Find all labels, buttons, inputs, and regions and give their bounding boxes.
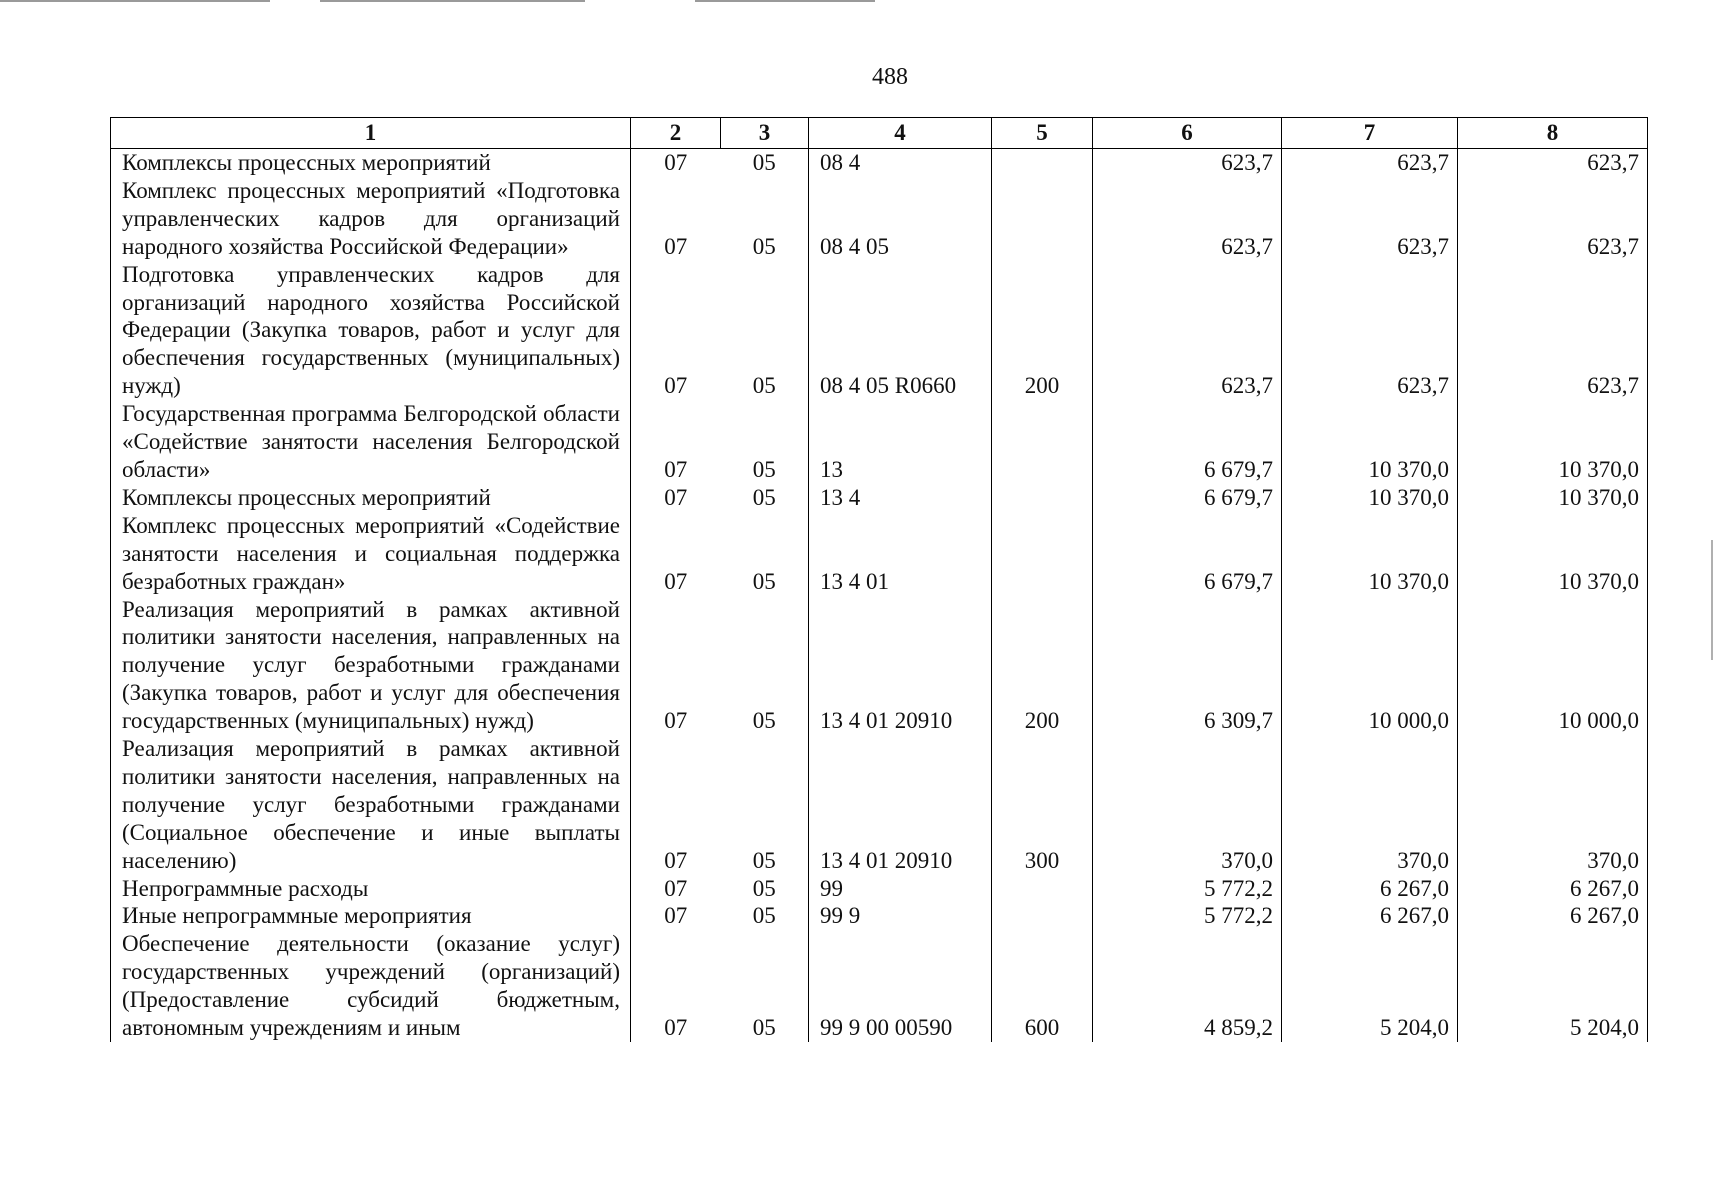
row-target-article: 08 4 (809, 149, 992, 177)
table-row (111, 875, 1648, 903)
table-header (111, 118, 1648, 149)
row-amount-1: 6 309,7 (1093, 596, 1282, 736)
table-row (111, 484, 1648, 512)
row-subsection: 05 (752, 1015, 776, 1041)
header-col-3: 3 (721, 118, 809, 149)
row-name: Обеспечение деятельности (оказание услуг) государственных учреждений (организаций) (Предоставление субсидий бюджетным, автономным учреждениям и иным (111, 930, 631, 1042)
row-target-article: 13 (809, 400, 992, 484)
scan-artifact-line (0, 0, 270, 2)
row-name: Комплексы процессных мероприятий (111, 149, 631, 177)
row-amount-2: 10 000,0 (1282, 596, 1458, 736)
row-expense-type (992, 875, 1093, 903)
row-name: Реализация мероприятий в рамках активной политики занятости населения, направленных на получение услуг безработными гражданами (Закупка товаров, работ и услуг для обеспечения государственных (муниципальных) нужд) (111, 596, 631, 736)
row-section: 07 (631, 149, 721, 177)
row-expense-type: 200 (992, 261, 1093, 401)
row-name: Иные непрограммные мероприятия (111, 902, 631, 930)
header-col-8: 8 (1458, 118, 1648, 149)
table-row (111, 177, 1648, 261)
row-subsection: 05 (752, 484, 776, 510)
row-subsection: 05 (752, 847, 776, 873)
page-number: 488 (872, 64, 908, 90)
row-name: Комплекс процессных мероприятий «Подготовка управленческих кадров для организаций народного хозяйства Российской Федерации» (111, 177, 631, 261)
row-target-article: 13 4 01 20910 (809, 735, 992, 875)
row-amount-1: 5 772,2 (1093, 902, 1282, 930)
table-row (111, 512, 1648, 596)
row-subsection: 05 (752, 708, 776, 734)
scan-edge-shadow (1711, 540, 1713, 660)
table-row (111, 735, 1648, 875)
row-subsection: 05 (752, 373, 776, 399)
row-name: Реализация мероприятий в рамках активной политики занятости населения, направленных на получение услуг безработными гражданами (Социальное обеспечение и иные выплаты населению) (111, 735, 631, 875)
row-amount-1: 623,7 (1093, 149, 1282, 177)
row-name: Комплексы процессных мероприятий (111, 484, 631, 512)
table-row (111, 930, 1648, 1042)
row-target-article: 08 4 05 (809, 177, 992, 261)
row-expense-type (992, 177, 1093, 261)
row-section: 07 (664, 484, 688, 510)
row-section: 07 (664, 456, 688, 482)
row-amount-3: 6 267,0 (1458, 902, 1648, 930)
row-amount-3: 5 204,0 (1458, 930, 1648, 1042)
row-target-article: 08 4 05 R0660 (809, 261, 992, 401)
row-subsection: 05 (752, 568, 776, 594)
row-target-article: 99 (809, 875, 992, 903)
row-amount-1: 6 679,7 (1093, 512, 1282, 596)
row-name: Комплекс процессных мероприятий «Содействие занятости населения и социальная поддержка безработных граждан» (111, 512, 631, 596)
budget-table (110, 117, 1648, 1042)
row-amount-3: 10 370,0 (1458, 400, 1648, 484)
row-amount-1: 4 859,2 (1093, 930, 1282, 1042)
row-amount-1: 6 679,7 (1093, 400, 1282, 484)
row-section: 07 (664, 1015, 688, 1041)
table-row (111, 400, 1648, 484)
row-section: 07 (664, 373, 688, 399)
row-amount-3: 623,7 (1458, 177, 1648, 261)
row-target-article: 13 4 01 (809, 512, 992, 596)
row-amount-1: 623,7 (1093, 261, 1282, 401)
row-amount-2: 6 267,0 (1282, 875, 1458, 903)
row-amount-1: 5 772,2 (1093, 875, 1282, 903)
header-col-2: 2 (631, 118, 721, 149)
row-expense-type: 600 (992, 930, 1093, 1042)
table-row (111, 902, 1648, 930)
row-amount-2: 10 370,0 (1282, 484, 1458, 512)
row-amount-2: 6 267,0 (1282, 902, 1458, 930)
row-amount-3: 370,0 (1458, 735, 1648, 875)
row-amount-3: 623,7 (1458, 149, 1648, 177)
row-amount-3: 10 370,0 (1458, 484, 1648, 512)
row-amount-2: 370,0 (1282, 735, 1458, 875)
row-expense-type (992, 484, 1093, 512)
row-section: 07 (664, 903, 688, 929)
scan-artifact-line (320, 0, 585, 2)
table-row (111, 261, 1648, 401)
row-expense-type (992, 902, 1093, 930)
row-expense-type (992, 400, 1093, 484)
row-subsection: 05 (752, 233, 776, 259)
row-name: Непрограммные расходы (111, 875, 631, 903)
row-subsection: 05 (752, 875, 776, 901)
row-subsection: 05 (721, 149, 809, 177)
row-section: 07 (664, 875, 688, 901)
row-section: 07 (664, 708, 688, 734)
row-expense-type (992, 149, 1093, 177)
row-amount-1: 623,7 (1093, 177, 1282, 261)
header-col-1: 1 (111, 118, 631, 149)
row-amount-2: 10 370,0 (1282, 400, 1458, 484)
row-amount-1: 370,0 (1093, 735, 1282, 875)
row-amount-2: 623,7 (1282, 149, 1458, 177)
row-name: Государственная программа Белгородской области «Содействие занятости населения Белгородской области» (111, 400, 631, 484)
row-section: 07 (664, 233, 688, 259)
row-amount-3: 10 000,0 (1458, 596, 1648, 736)
row-amount-2: 623,7 (1282, 261, 1458, 401)
header-col-5: 5 (992, 118, 1093, 149)
row-amount-2: 10 370,0 (1282, 512, 1458, 596)
row-amount-3: 10 370,0 (1458, 512, 1648, 596)
row-target-article: 99 9 00 00590 (809, 930, 992, 1042)
row-expense-type: 200 (992, 596, 1093, 736)
scan-artifact-line (695, 0, 875, 2)
row-amount-3: 6 267,0 (1458, 875, 1648, 903)
row-amount-2: 5 204,0 (1282, 930, 1458, 1042)
table-body (111, 149, 1648, 1043)
row-target-article: 13 4 (809, 484, 992, 512)
row-target-article: 13 4 01 20910 (809, 596, 992, 736)
row-subsection: 05 (752, 903, 776, 929)
row-name: Подготовка управленческих кадров для организаций народного хозяйства Российской Федерации (Закупка товаров, работ и услуг для обеспечения государственных (муниципальных) нужд) (111, 261, 631, 401)
row-amount-2: 623,7 (1282, 177, 1458, 261)
row-section: 07 (664, 847, 688, 873)
row-target-article: 99 9 (809, 902, 992, 930)
row-subsection: 05 (752, 456, 776, 482)
row-expense-type (992, 512, 1093, 596)
table-row (111, 149, 1648, 177)
header-row (111, 118, 1648, 149)
header-col-4: 4 (809, 118, 992, 149)
header-col-6: 6 (1093, 118, 1282, 149)
row-expense-type: 300 (992, 735, 1093, 875)
header-col-7: 7 (1282, 118, 1458, 149)
row-section: 07 (664, 568, 688, 594)
row-amount-1: 6 679,7 (1093, 484, 1282, 512)
row-amount-3: 623,7 (1458, 261, 1648, 401)
table-row (111, 596, 1648, 736)
